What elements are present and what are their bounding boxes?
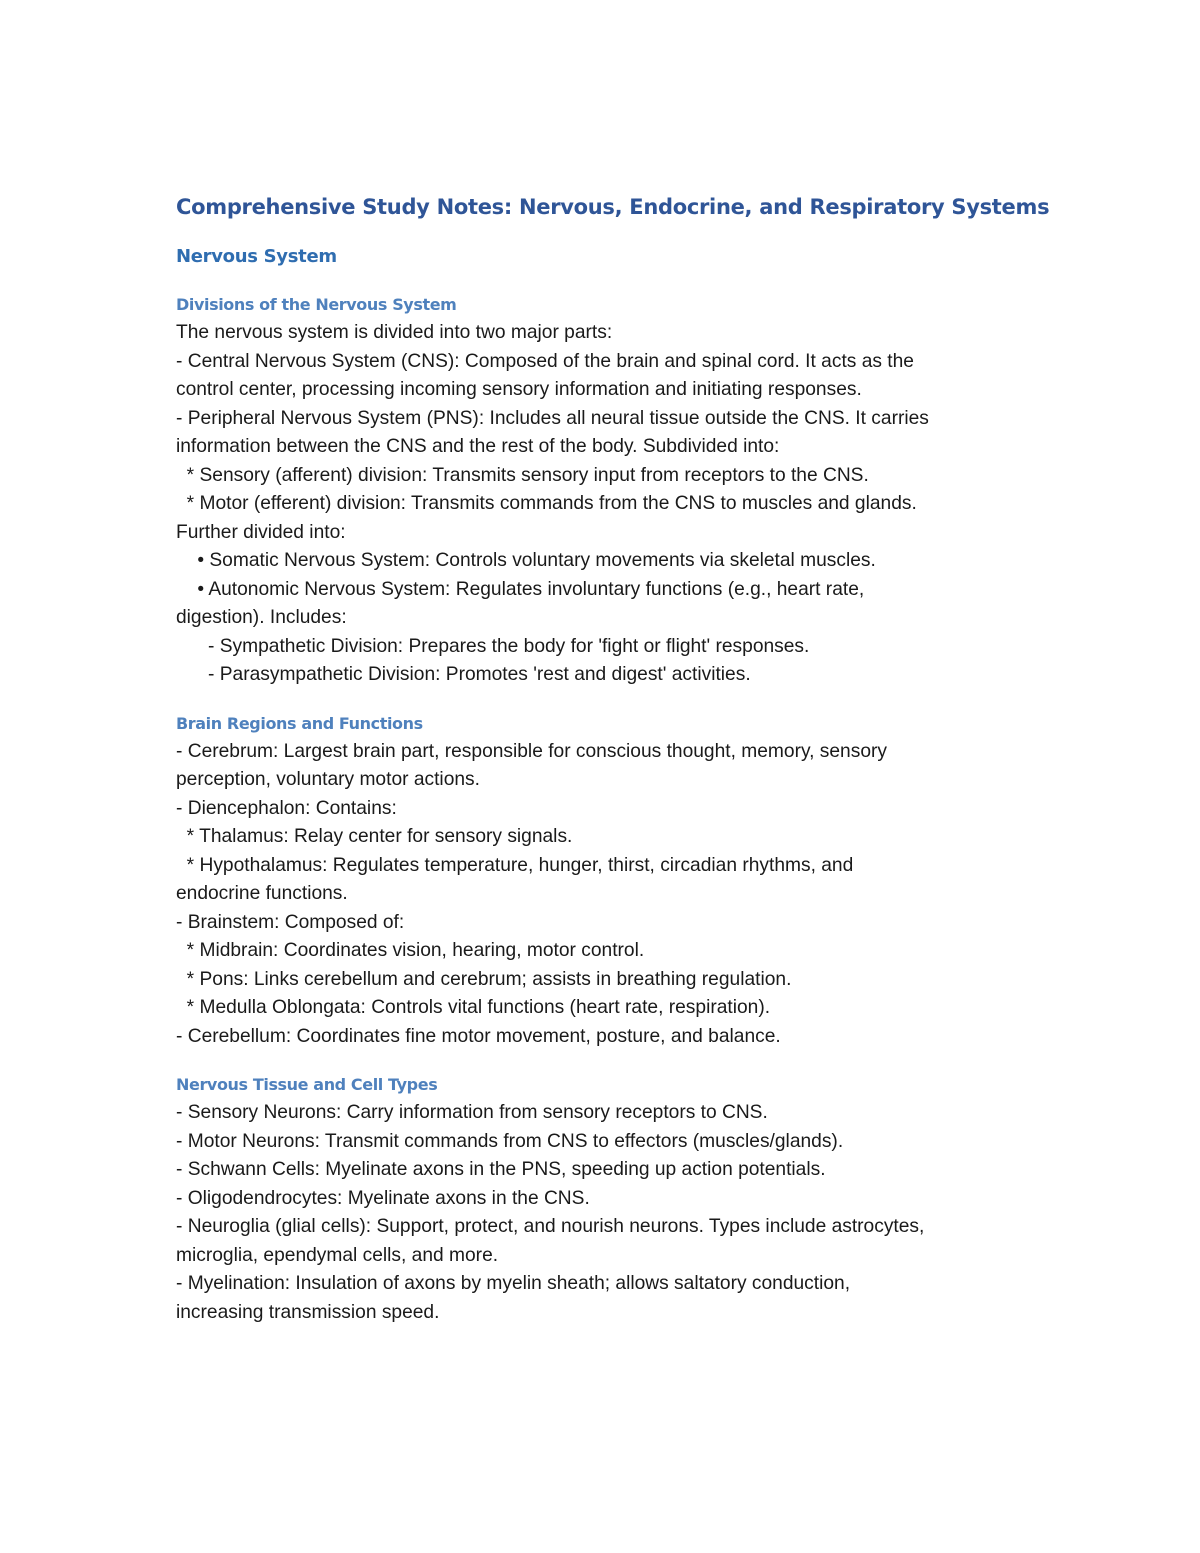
text-line: * Hypothalamus: Regulates temperature, hunger, thirst, circadian rhythms, and [176,854,854,876]
text-line: - Sensory Neurons: Carry information from sensory receptors to CNS. [176,1102,768,1123]
text-line: - Cerebrum: Largest brain part, responsible for conscious thought, memory, sensory [176,740,887,762]
text-line: microglia, ependymal cells, and more. [176,1244,499,1266]
subsection-heading-brain-regions: Brain Regions and Functions [176,713,423,733]
text-line: Further divided into: [176,521,346,543]
text-line: - Peripheral Nervous System (PNS): Includes all neural tissue outside the CNS. It carries [176,407,929,429]
text-line: - Sympathetic Division: Prepares the body for 'fight or flight' responses. [176,635,810,657]
text-line: perception, voluntary motor actions. [176,769,480,790]
text-line: The nervous system is divided into two major parts: [176,322,613,343]
text-line: * Midbrain: Coordinates vision, hearing, motor control. [176,940,645,961]
section-title-nervous-system: Nervous System [176,246,337,267]
text-line: * Thalamus: Relay center for sensory signals. [176,826,573,847]
text-line: - Myelination: Insulation of axons by myelin sheath; allows saltatory conduction, [176,1273,851,1294]
text-line: control center, processing incoming sensory information and initiating responses. [176,379,862,400]
subsection-body-brain-regions [176,738,1056,1052]
document-content [176,188,1056,1327]
text-line: - Oligodendrocytes: Myelinate axons in the CNS. [176,1187,590,1209]
text-line: - Cerebellum: Coordinates fine motor movement, posture, and balance. [176,1025,781,1047]
text-line: - Parasympathetic Division: Promotes 'rest and digest' activities. [176,664,751,685]
text-line: - Neuroglia (glial cells): Support, protect, and nourish neurons. Types include astrocytes, [176,1216,925,1237]
subsection-body-divisions [176,319,1056,690]
text-line: - Motor Neurons: Transmit commands from CNS to effectors (muscles/glands). [176,1130,844,1152]
text-line: • Somatic Nervous System: Controls voluntary movements via skeletal muscles. [176,550,876,571]
text-line: increasing transmission speed. [176,1301,440,1323]
text-line: - Schwann Cells: Myelinate axons in the PNS, speeding up action potentials. [176,1159,826,1180]
text-line: • Autonomic Nervous System: Regulates involuntary functions (e.g., heart rate, [176,578,865,600]
text-line: * Pons: Links cerebellum and cerebrum; assists in breathing regulation. [176,968,792,990]
text-line: digestion). Includes: [176,607,347,628]
text-line: information between the CNS and the rest of the body. Subdivided into: [176,436,780,457]
subsection-heading-nervous-tissue: Nervous Tissue and Cell Types [176,1075,438,1094]
subsection-body-nervous-tissue [176,1099,1056,1327]
text-line: endocrine functions. [176,883,348,904]
text-line: * Motor (efferent) division: Transmits commands from the CNS to muscles and glands. [176,493,917,514]
subsection-heading-divisions: Divisions of the Nervous System [176,295,457,314]
document-title: Comprehensive Study Notes: Nervous, Endocrine, and Respiratory Systems [176,195,1050,219]
text-line: * Sensory (afferent) division: Transmits sensory input from receptors to the CNS. [176,464,869,486]
text-line: * Medulla Oblongata: Controls vital functions (heart rate, respiration). [176,997,771,1018]
text-line: - Central Nervous System (CNS): Composed of the brain and spinal cord. It acts as the [176,350,914,372]
text-line: - Brainstem: Composed of: [176,911,405,933]
text-line: - Diencephalon: Contains: [176,797,397,819]
